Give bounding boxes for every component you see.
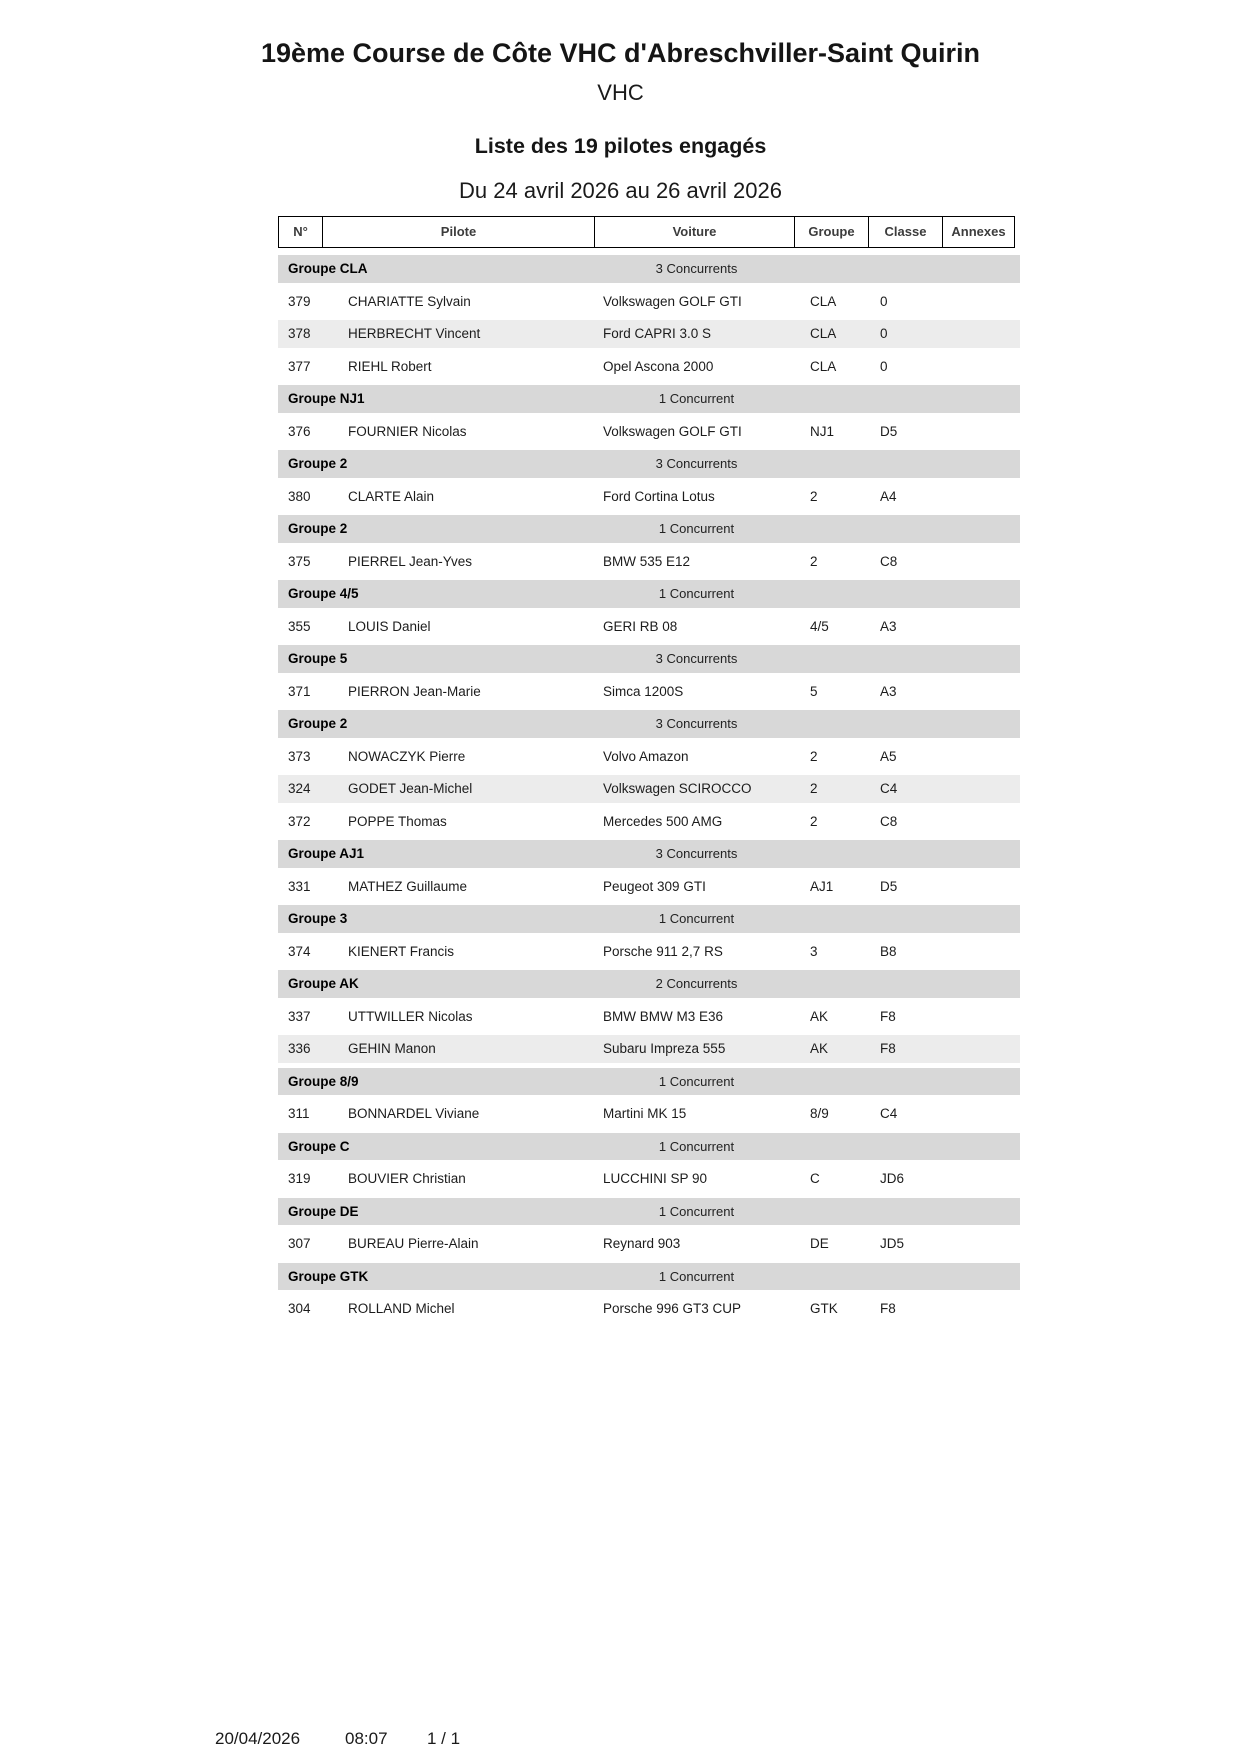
column-header-classe: Classe	[868, 216, 943, 248]
cell-classe: 0	[880, 358, 888, 374]
cell-classe: A4	[880, 488, 897, 504]
cell-groupe: AK	[810, 1008, 829, 1024]
column-header-voiture: Voiture	[594, 216, 795, 248]
cell-pilote: BUREAU Pierre-Alain	[348, 1236, 479, 1251]
cell-pilote: PIERREL Jean-Yves	[348, 553, 473, 569]
event-date-range: Du 24 avril 2026 au 26 avril 2026	[459, 178, 782, 203]
cell-num: 307	[288, 1236, 311, 1251]
group-concurrent-count: 2 Concurrents	[655, 976, 738, 991]
group-label: Groupe AK	[288, 976, 359, 991]
group-label: Groupe C	[288, 1138, 350, 1154]
column-header-pilote: Pilote	[322, 216, 595, 248]
table-row	[278, 548, 1020, 576]
cell-pilote: PIERRON Jean-Marie	[348, 683, 481, 699]
cell-num: 324	[288, 781, 311, 796]
cell-classe: D5	[880, 878, 898, 894]
cell-groupe: CLA	[810, 358, 837, 374]
group-concurrent-count: 3 Concurrents	[655, 846, 738, 861]
table-row	[278, 483, 1020, 511]
table-row	[278, 353, 1020, 381]
group-label: Groupe GTK	[288, 1268, 369, 1284]
page-subtitle: VHC	[597, 80, 644, 105]
cell-annexes	[947, 743, 1020, 771]
group-label: Groupe 3	[288, 911, 348, 926]
cell-voiture: Volvo Amazon	[603, 748, 689, 764]
group-header-row	[278, 1198, 1020, 1226]
cell-classe: F8	[880, 1008, 896, 1024]
cell-pilote: GEHIN Manon	[348, 1041, 436, 1056]
cell-voiture: Mercedes 500 AMG	[603, 813, 723, 829]
page-title: 19ème Course de Côte VHC d'Abreschviller-Saint Quirin	[260, 38, 981, 68]
cell-groupe: AK	[810, 1041, 829, 1056]
cell-groupe: 5	[810, 683, 818, 699]
table-row	[278, 808, 1020, 836]
group-concurrent-count: 1 Concurrent	[658, 911, 735, 926]
cell-groupe: DE	[810, 1236, 829, 1251]
footer-print-time: 08:07	[345, 1729, 388, 1748]
cell-num: 380	[288, 488, 311, 504]
cell-annexes	[947, 320, 1020, 348]
cell-pilote: KIENERT Francis	[348, 943, 455, 959]
table-row	[278, 938, 1020, 966]
group-label: Groupe 2	[288, 521, 348, 536]
group-label: Groupe 2	[288, 456, 348, 471]
cell-pilote: LOUIS Daniel	[348, 618, 431, 634]
cell-groupe: 2	[810, 748, 818, 764]
cell-pilote: GODET Jean-Michel	[348, 781, 473, 796]
table-row	[278, 743, 1020, 771]
cell-annexes	[947, 1003, 1020, 1031]
cell-classe: C8	[880, 813, 898, 829]
group-header-row	[278, 450, 1020, 478]
cell-num: 376	[288, 423, 311, 439]
cell-annexes	[947, 1100, 1020, 1128]
group-header-row	[278, 970, 1020, 998]
table-row	[278, 873, 1020, 901]
cell-classe: A3	[880, 683, 897, 699]
cell-classe: C4	[880, 1106, 898, 1121]
table-row	[278, 775, 1020, 803]
cell-num: 377	[288, 358, 311, 374]
cell-voiture: Reynard 903	[603, 1236, 681, 1251]
cell-classe: 0	[880, 326, 888, 341]
cell-classe: C4	[880, 781, 898, 796]
cell-annexes	[947, 483, 1020, 511]
cell-voiture: Porsche 911 2,7 RS	[603, 943, 723, 959]
cell-classe: F8	[880, 1301, 896, 1316]
entry-list-table	[278, 216, 1020, 1328]
cell-num: 372	[288, 813, 311, 829]
cell-annexes	[947, 938, 1020, 966]
cell-groupe: GTK	[810, 1301, 838, 1316]
cell-pilote: CLARTE Alain	[348, 488, 435, 504]
group-concurrent-count: 1 Concurrent	[658, 391, 735, 406]
cell-annexes	[947, 548, 1020, 576]
cell-groupe: CLA	[810, 326, 837, 341]
cell-num: 319	[288, 1171, 311, 1186]
group-concurrent-count: 1 Concurrent	[658, 1073, 735, 1089]
cell-classe: JD6	[880, 1171, 905, 1186]
table-row	[278, 678, 1020, 706]
cell-pilote: BONNARDEL Viviane	[348, 1106, 480, 1121]
cell-voiture: BMW BMW M3 E36	[603, 1008, 724, 1024]
cell-groupe: AJ1	[810, 878, 834, 894]
table-header-row	[278, 216, 1020, 248]
group-concurrent-count: 3 Concurrents	[655, 261, 738, 276]
cell-annexes	[947, 418, 1020, 446]
cell-pilote: FOURNIER Nicolas	[348, 423, 467, 439]
group-header-row	[278, 580, 1020, 608]
group-header-row	[278, 255, 1020, 283]
group-label: Groupe 5	[288, 651, 348, 666]
group-concurrent-count: 1 Concurrent	[658, 1203, 735, 1219]
cell-voiture: Subaru Impreza 555	[603, 1041, 726, 1056]
cell-groupe: 2	[810, 781, 818, 796]
cell-pilote: UTTWILLER Nicolas	[348, 1008, 473, 1024]
cell-num: 337	[288, 1008, 311, 1024]
table-row	[278, 320, 1020, 348]
group-header-row	[278, 385, 1020, 413]
group-concurrent-count: 3 Concurrents	[655, 716, 738, 731]
group-concurrent-count: 1 Concurrent	[658, 521, 735, 536]
table-body	[278, 255, 1020, 1323]
table-row	[278, 1035, 1020, 1063]
cell-voiture: BMW 535 E12	[603, 553, 691, 569]
cell-groupe: NJ1	[810, 423, 835, 439]
cell-voiture: Volkswagen GOLF GTI	[603, 293, 742, 309]
cell-classe: F8	[880, 1041, 896, 1056]
table-row	[278, 1003, 1020, 1031]
group-header-row	[278, 515, 1020, 543]
cell-annexes	[947, 288, 1020, 316]
cell-classe: JD5	[880, 1236, 905, 1251]
table-row	[278, 1230, 1020, 1258]
cell-pilote: ROLLAND Michel	[348, 1301, 455, 1316]
table-row	[278, 613, 1020, 641]
cell-pilote: RIEHL Robert	[348, 358, 432, 374]
table-row	[278, 288, 1020, 316]
cell-num: 378	[288, 326, 311, 341]
group-label: Groupe CLA	[288, 261, 368, 276]
cell-groupe: 3	[810, 943, 818, 959]
group-label: Groupe AJ1	[288, 846, 365, 861]
list-title: Liste des 19 pilotes engagés	[474, 134, 767, 158]
cell-pilote: HERBRECHT Vincent	[348, 326, 481, 341]
cell-groupe: 8/9	[810, 1106, 829, 1121]
group-label: Groupe DE	[288, 1203, 359, 1219]
cell-num: 311	[288, 1106, 310, 1121]
cell-classe: 0	[880, 293, 888, 309]
group-header-row	[278, 1133, 1020, 1161]
group-label: Groupe 8/9	[288, 1073, 359, 1089]
cell-voiture: Martini MK 15	[603, 1106, 687, 1121]
cell-classe: A3	[880, 618, 897, 634]
cell-classe: A5	[880, 748, 897, 764]
cell-voiture: Ford CAPRI 3.0 S	[603, 326, 712, 341]
cell-voiture: LUCCHINI SP 90	[603, 1171, 708, 1186]
page-footer	[0, 1729, 1241, 1749]
group-concurrent-count: 1 Concurrent	[658, 1268, 735, 1284]
cell-annexes	[947, 808, 1020, 836]
cell-pilote: MATHEZ Guillaume	[348, 878, 468, 894]
column-header-groupe: Groupe	[794, 216, 869, 248]
cell-classe: B8	[880, 943, 897, 959]
cell-pilote: BOUVIER Christian	[348, 1171, 466, 1186]
cell-groupe: CLA	[810, 293, 837, 309]
cell-voiture: Volkswagen SCIROCCO	[603, 781, 752, 796]
cell-annexes	[947, 873, 1020, 901]
group-header-row	[278, 1068, 1020, 1096]
cell-num: 373	[288, 748, 311, 764]
cell-num: 379	[288, 293, 311, 309]
cell-pilote: CHARIATTE Sylvain	[348, 293, 471, 309]
cell-groupe: 4/5	[810, 618, 829, 634]
cell-num: 331	[288, 878, 311, 894]
group-label: Groupe 4/5	[288, 586, 359, 601]
cell-num: 304	[288, 1301, 311, 1316]
cell-classe: D5	[880, 423, 898, 439]
cell-annexes	[947, 613, 1020, 641]
group-header-row	[278, 645, 1020, 673]
table-row	[278, 418, 1020, 446]
cell-annexes	[947, 775, 1020, 803]
cell-voiture: Opel Ascona 2000	[603, 358, 714, 374]
group-concurrent-count: 1 Concurrent	[658, 1138, 735, 1154]
cell-voiture: GERI RB 08	[603, 618, 678, 634]
group-header-row	[278, 710, 1020, 738]
cell-annexes	[947, 1165, 1020, 1193]
cell-voiture: Volkswagen GOLF GTI	[603, 423, 742, 439]
footer-page-number: 1 / 1	[427, 1729, 461, 1748]
group-header-row	[278, 905, 1020, 933]
cell-voiture: Peugeot 309 GTI	[603, 878, 706, 894]
cell-pilote: POPPE Thomas	[348, 813, 447, 829]
cell-num: 375	[288, 553, 311, 569]
cell-voiture: Ford Cortina Lotus	[603, 488, 715, 504]
footer-print-date: 20/04/2026	[215, 1729, 301, 1748]
cell-groupe: 2	[810, 553, 818, 569]
cell-voiture: Simca 1200S	[603, 683, 684, 699]
table-row	[278, 1100, 1020, 1128]
cell-annexes	[947, 353, 1020, 381]
group-concurrent-count: 3 Concurrents	[655, 456, 738, 471]
cell-classe: C8	[880, 553, 898, 569]
cell-num: 336	[288, 1041, 311, 1056]
group-concurrent-count: 3 Concurrents	[655, 651, 738, 666]
cell-annexes	[947, 678, 1020, 706]
group-concurrent-count: 1 Concurrent	[658, 586, 735, 601]
cell-annexes	[947, 1035, 1020, 1063]
table-row	[278, 1165, 1020, 1193]
cell-groupe: 2	[810, 488, 818, 504]
cell-annexes	[947, 1230, 1020, 1258]
cell-groupe: C	[810, 1171, 820, 1186]
group-header-row	[278, 1263, 1020, 1291]
group-label: Groupe 2	[288, 716, 348, 731]
group-label: Groupe NJ1	[288, 391, 365, 406]
group-header-row	[278, 840, 1020, 868]
cell-num: 374	[288, 943, 311, 959]
column-header-num: N°	[278, 216, 323, 248]
cell-num: 355	[288, 618, 311, 634]
cell-voiture: Porsche 996 GT3 CUP	[603, 1301, 742, 1316]
cell-annexes	[947, 1295, 1020, 1323]
cell-groupe: 2	[810, 813, 818, 829]
cell-pilote: NOWACZYK Pierre	[348, 748, 466, 764]
table-row	[278, 1295, 1020, 1323]
cell-num: 371	[288, 683, 311, 699]
column-header-annexes: Annexes	[942, 216, 1015, 248]
